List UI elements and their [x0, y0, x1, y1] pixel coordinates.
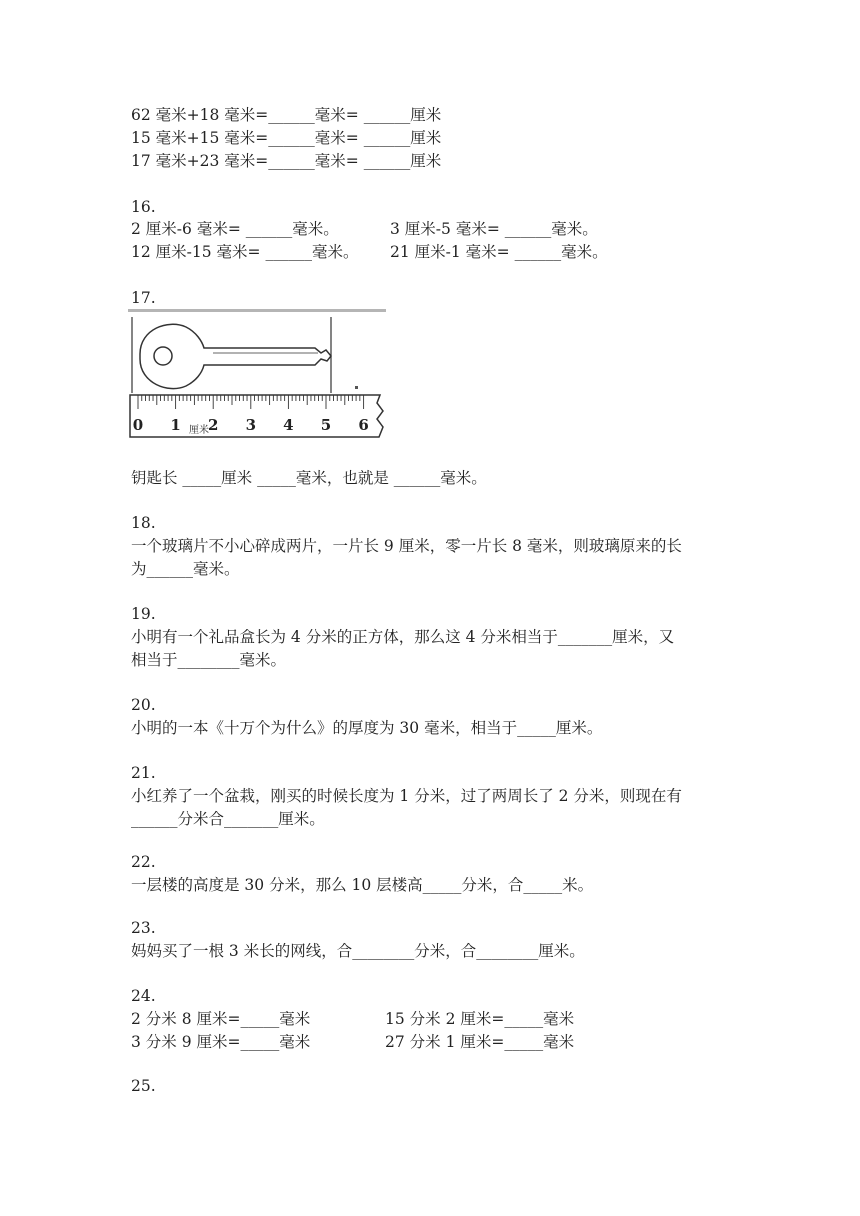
ruler-tick-label: 4	[283, 416, 294, 434]
question-21-number: 21.	[131, 764, 156, 782]
question-19-line1: 小明有一个礼品盒长为 4 分米的正方体，那么这 4 分米相当于_______厘米，又	[131, 628, 675, 646]
ruler-tick-label: 3	[245, 416, 257, 434]
conversion-line-3: 17 毫米+23 毫米=______毫米= ______厘米	[131, 152, 442, 170]
question-16-row2-left: 12 厘米-15 毫米= ______毫米。	[131, 243, 359, 261]
question-20-line1: 小明的一本《十万个为什么》的厚度为 30 毫米，相当于_____厘米。	[131, 719, 603, 737]
question-22-number: 22.	[131, 853, 156, 871]
ruler-tick-label: 5	[320, 416, 332, 434]
question-24-number: 24.	[131, 987, 156, 1005]
question-16-number: 16.	[131, 198, 156, 216]
question-16-row2-right: 21 厘米-1 毫米= ______毫米。	[390, 243, 608, 261]
figure-marker	[355, 386, 358, 389]
conversion-line-1: 62 毫米+18 毫米=______毫米= ______厘米	[131, 106, 442, 124]
question-25-number: 25.	[131, 1077, 156, 1095]
question-22-line1: 一层楼的高度是 30 分米，那么 10 层楼高_____分米，合_____米。	[131, 876, 594, 894]
question-24-row2-left: 3 分米 9 厘米=_____毫米	[131, 1033, 311, 1051]
question-24-row2-right: 27 分米 1 厘米=_____毫米	[385, 1033, 575, 1051]
question-18-number: 18.	[131, 514, 156, 532]
ruler-tick-label: 0	[132, 416, 144, 434]
question-23-number: 23.	[131, 919, 156, 937]
ruler-tick-label: 1	[170, 416, 181, 434]
question-23-line1: 妈妈买了一根 3 米长的网线，合________分米，合________厘米。	[131, 942, 585, 960]
question-19-number: 19.	[131, 605, 156, 623]
ruler-tick-label: 6	[358, 416, 369, 434]
question-18-line2: 为______毫米。	[131, 560, 240, 578]
question-24-row1-right: 15 分米 2 厘米=_____毫米	[385, 1010, 575, 1028]
question-24-row1-left: 2 分米 8 厘米=_____毫米	[131, 1010, 311, 1028]
question-17-number: 17.	[131, 289, 156, 307]
question-17-text: 钥匙长 _____厘米 _____毫米，也就是 ______毫米。	[131, 469, 487, 487]
ruler-unit-label: 厘米	[189, 425, 209, 436]
question-20-number: 20.	[131, 696, 156, 714]
question-21-line1: 小红养了一个盆栽，刚买的时候长度为 1 分米，过了两周长了 2 分米，则现在有	[131, 787, 682, 805]
key-icon	[140, 324, 331, 388]
question-16-row1-right: 3 厘米-5 毫米= ______毫米。	[390, 220, 598, 238]
conversion-line-2: 15 毫米+15 毫米=______毫米= ______厘米	[131, 129, 442, 147]
ruler-tick-label: 2	[207, 416, 219, 434]
question-21-line2: ______分米合_______厘米。	[131, 810, 325, 828]
ruler	[130, 395, 383, 437]
key-ruler-figure	[128, 309, 386, 441]
figure-top-border	[128, 309, 386, 312]
question-18-line1: 一个玻璃片不小心碎成两片，一片长 9 厘米，零一片长 8 毫米，则玻璃原来的长	[131, 537, 682, 555]
question-19-line2: 相当于________毫米。	[131, 651, 287, 669]
question-16-row1-left: 2 厘米-6 毫米= ______毫米。	[131, 220, 339, 238]
